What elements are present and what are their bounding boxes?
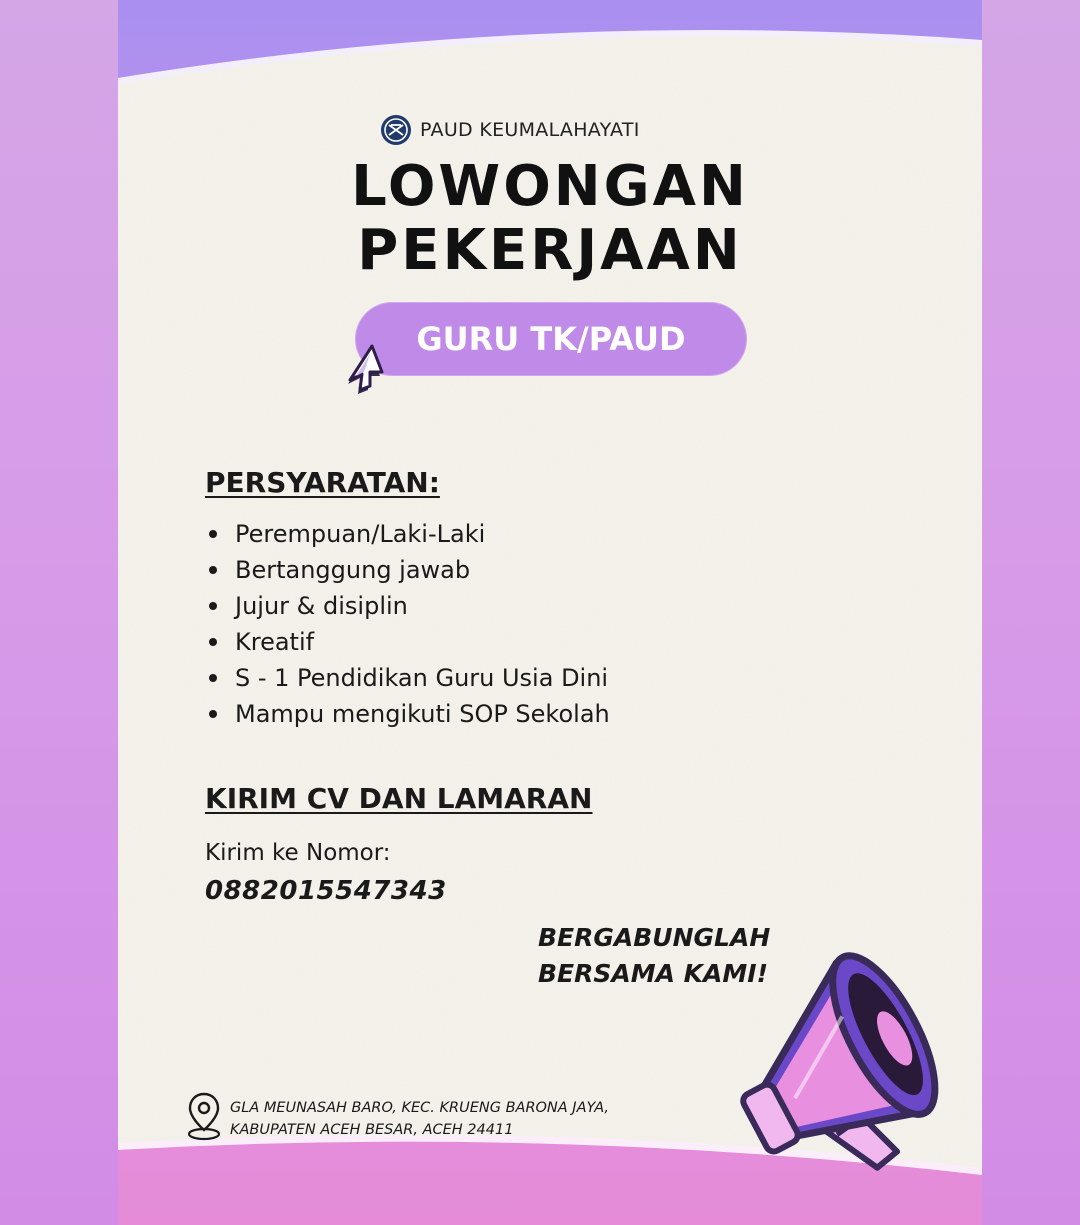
requirements-list <box>205 516 610 732</box>
megaphone-icon <box>718 940 978 1200</box>
school-logo-icon <box>380 114 412 146</box>
position-pill: GURU TK/PAUD <box>355 302 747 376</box>
address <box>230 1097 609 1141</box>
list-item: S - 1 Pendidikan Guru Usia Dini <box>205 660 610 696</box>
cursor-arrow-icon <box>338 340 390 400</box>
brand-row <box>380 114 640 146</box>
poster <box>118 0 982 1225</box>
application-heading: KIRIM CV DAN LAMARAN <box>205 782 593 815</box>
phone-number: 0882015547343 <box>205 876 447 906</box>
title-line-1: LOWONGAN <box>351 154 749 219</box>
send-to-label: Kirim ke Nomor: <box>205 840 391 866</box>
list-item: Mampu mengikuti SOP Sekolah <box>205 696 610 732</box>
location-pin-icon <box>184 1090 224 1142</box>
title-line-2: PEKERJAAN <box>357 218 743 283</box>
join-line-1: BERGABUNGLAH <box>538 923 771 952</box>
list-item: Kreatif <box>205 624 610 660</box>
join-line-2: BERSAMA KAMI! <box>538 959 768 988</box>
list-item: Perempuan/Laki-Laki <box>205 516 610 552</box>
list-item: Bertanggung jawab <box>205 552 610 588</box>
brand-name: PAUD KEUMALAHAYATI <box>420 119 640 141</box>
address-line-2: KABUPATEN ACEH BESAR, ACEH 24411 <box>230 1122 514 1138</box>
list-item: Jujur & disiplin <box>205 588 610 624</box>
requirements-heading: PERSYARATAN: <box>205 466 440 499</box>
address-line-1: GLA MEUNASAH BARO, KEC. KRUENG BARONA JAYA, <box>230 1100 610 1116</box>
